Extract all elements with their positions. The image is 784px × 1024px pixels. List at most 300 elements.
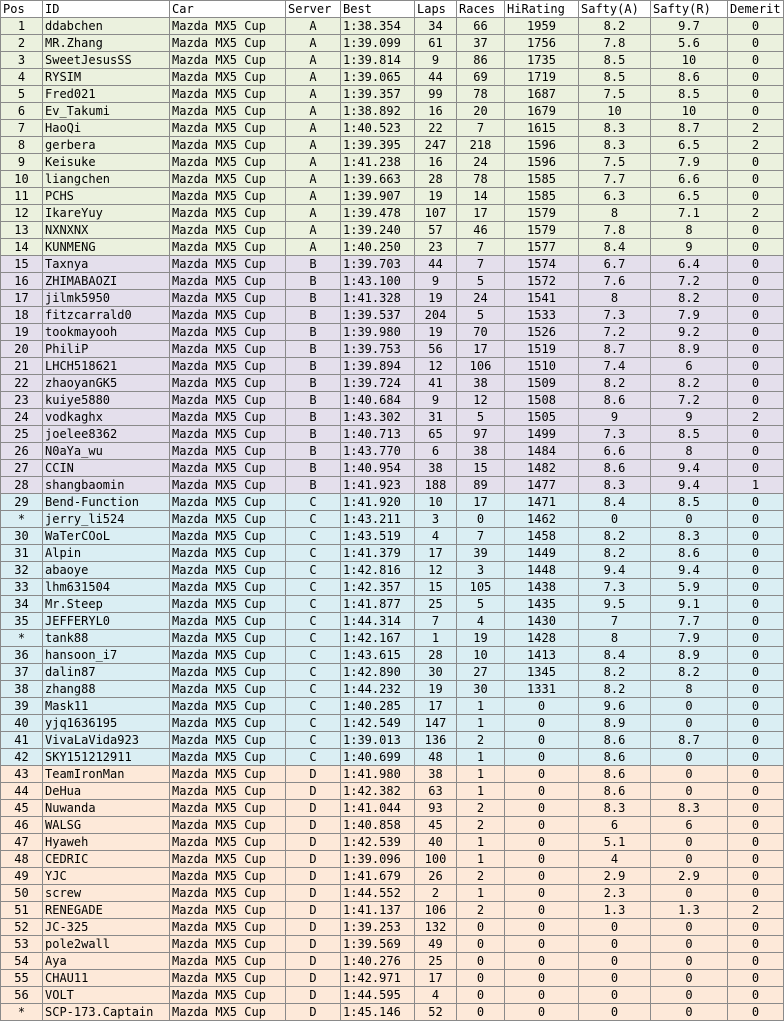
cell-demerit: 0 [728, 749, 784, 766]
cell-hirating: 0 [505, 953, 579, 970]
cell-safety-r: 8.2 [651, 290, 728, 307]
table-row[interactable] [1, 222, 784, 239]
table-row[interactable] [1, 460, 784, 477]
cell-demerit: 0 [728, 766, 784, 783]
cell-server: B [286, 290, 341, 307]
cell-hirating: 1430 [505, 613, 579, 630]
cell-safety-a: 6.6 [579, 443, 651, 460]
cell-laps: 7 [415, 613, 457, 630]
cell-pos: * [1, 630, 43, 647]
table-row[interactable] [1, 868, 784, 885]
cell-demerit: 0 [728, 698, 784, 715]
cell-car: Mazda MX5 Cup [170, 494, 286, 511]
cell-demerit: 0 [728, 35, 784, 52]
cell-pos: 33 [1, 579, 43, 596]
table-row[interactable] [1, 494, 784, 511]
cell-car: Mazda MX5 Cup [170, 341, 286, 358]
table-row[interactable] [1, 256, 784, 273]
table-row[interactable] [1, 851, 784, 868]
table-row[interactable] [1, 647, 784, 664]
table-row[interactable] [1, 324, 784, 341]
cell-demerit: 0 [728, 511, 784, 528]
cell-demerit: 0 [728, 885, 784, 902]
table-row[interactable] [1, 375, 784, 392]
table-row[interactable] [1, 953, 784, 970]
cell-id: SCP-173.Captain [43, 1004, 170, 1021]
cell-car: Mazda MX5 Cup [170, 528, 286, 545]
cell-races: 0 [457, 511, 505, 528]
cell-hirating: 0 [505, 698, 579, 715]
cell-server: B [286, 341, 341, 358]
cell-id: VOLT [43, 987, 170, 1004]
cell-hirating: 1462 [505, 511, 579, 528]
table-row[interactable] [1, 205, 784, 222]
cell-laps: 65 [415, 426, 457, 443]
cell-safety-a: 8.6 [579, 766, 651, 783]
cell-safety-a: 8.2 [579, 664, 651, 681]
table-row[interactable] [1, 749, 784, 766]
table-row[interactable] [1, 681, 784, 698]
table-row[interactable] [1, 715, 784, 732]
cell-hirating: 1577 [505, 239, 579, 256]
cell-server: D [286, 970, 341, 987]
cell-safety-a: 10 [579, 103, 651, 120]
cell-pos: 32 [1, 562, 43, 579]
table-row[interactable] [1, 800, 784, 817]
cell-laps: 147 [415, 715, 457, 732]
cell-id: NXNXNX [43, 222, 170, 239]
cell-best: 1:40.858 [341, 817, 415, 834]
cell-races: 38 [457, 375, 505, 392]
cell-id: Taxnya [43, 256, 170, 273]
cell-car: Mazda MX5 Cup [170, 987, 286, 1004]
cell-demerit: 0 [728, 375, 784, 392]
cell-pos: 48 [1, 851, 43, 868]
cell-safety-r: 8.5 [651, 494, 728, 511]
cell-demerit: 2 [728, 120, 784, 137]
table-row[interactable] [1, 698, 784, 715]
cell-safety-a: 8.3 [579, 120, 651, 137]
header-pos[interactable]: Pos [1, 1, 43, 18]
header-laps[interactable]: Laps [415, 1, 457, 18]
cell-demerit: 0 [728, 307, 784, 324]
cell-demerit: 0 [728, 154, 784, 171]
cell-car: Mazda MX5 Cup [170, 188, 286, 205]
cell-best: 1:41.044 [341, 800, 415, 817]
cell-car: Mazda MX5 Cup [170, 375, 286, 392]
table-row[interactable] [1, 613, 784, 630]
table-row[interactable] [1, 171, 784, 188]
cell-demerit: 0 [728, 1004, 784, 1021]
cell-laps: 19 [415, 681, 457, 698]
cell-laps: 4 [415, 987, 457, 1004]
cell-pos: 38 [1, 681, 43, 698]
cell-demerit: 0 [728, 732, 784, 749]
cell-hirating: 1735 [505, 52, 579, 69]
cell-hirating: 1719 [505, 69, 579, 86]
cell-safety-a: 7.2 [579, 324, 651, 341]
table-row[interactable] [1, 970, 784, 987]
cell-safety-a: 2.3 [579, 885, 651, 902]
cell-safety-r: 0 [651, 970, 728, 987]
table-row[interactable] [1, 273, 784, 290]
cell-id: Hyaweh [43, 834, 170, 851]
table-row[interactable] [1, 902, 784, 919]
cell-car: Mazda MX5 Cup [170, 324, 286, 341]
cell-safety-r: 0 [651, 698, 728, 715]
cell-best: 1:39.907 [341, 188, 415, 205]
cell-safety-a: 8.6 [579, 749, 651, 766]
cell-safety-a: 9.5 [579, 596, 651, 613]
cell-safety-r: 8.7 [651, 120, 728, 137]
cell-laps: 56 [415, 341, 457, 358]
cell-car: Mazda MX5 Cup [170, 596, 286, 613]
cell-safety-a: 7 [579, 613, 651, 630]
cell-laps: 6 [415, 443, 457, 460]
cell-best: 1:39.814 [341, 52, 415, 69]
cell-safety-r: 0 [651, 1004, 728, 1021]
cell-car: Mazda MX5 Cup [170, 834, 286, 851]
cell-safety-r: 8 [651, 222, 728, 239]
cell-races: 27 [457, 664, 505, 681]
cell-safety-a: 8.4 [579, 647, 651, 664]
cell-races: 86 [457, 52, 505, 69]
cell-server: B [286, 358, 341, 375]
cell-races: 1 [457, 698, 505, 715]
cell-safety-r: 7.7 [651, 613, 728, 630]
table-row[interactable] [1, 528, 784, 545]
cell-hirating: 0 [505, 732, 579, 749]
table-row[interactable] [1, 307, 784, 324]
cell-hirating: 1449 [505, 545, 579, 562]
table-row[interactable] [1, 834, 784, 851]
header-server[interactable]: Server [286, 1, 341, 18]
cell-races: 2 [457, 868, 505, 885]
cell-safety-r: 10 [651, 103, 728, 120]
cell-hirating: 1435 [505, 596, 579, 613]
table-row[interactable] [1, 630, 784, 647]
cell-server: C [286, 579, 341, 596]
cell-pos: 56 [1, 987, 43, 1004]
cell-best: 1:39.724 [341, 375, 415, 392]
table-row[interactable] [1, 341, 784, 358]
cell-car: Mazda MX5 Cup [170, 732, 286, 749]
cell-pos: 44 [1, 783, 43, 800]
cell-laps: 17 [415, 698, 457, 715]
cell-demerit: 0 [728, 715, 784, 732]
cell-hirating: 1508 [505, 392, 579, 409]
cell-laps: 19 [415, 324, 457, 341]
table-row[interactable] [1, 290, 784, 307]
table-row[interactable] [1, 511, 784, 528]
cell-safety-a: 8.2 [579, 545, 651, 562]
cell-laps: 107 [415, 205, 457, 222]
cell-safety-a: 1.3 [579, 902, 651, 919]
table-row[interactable] [1, 817, 784, 834]
cell-id: joelee8362 [43, 426, 170, 443]
cell-server: B [286, 256, 341, 273]
cell-id: abaoye [43, 562, 170, 579]
cell-demerit: 0 [728, 919, 784, 936]
table-row[interactable] [1, 936, 784, 953]
cell-pos: 52 [1, 919, 43, 936]
cell-safety-r: 8.6 [651, 545, 728, 562]
cell-best: 1:41.980 [341, 766, 415, 783]
cell-pos: 10 [1, 171, 43, 188]
table-row[interactable] [1, 52, 784, 69]
cell-races: 2 [457, 902, 505, 919]
cell-best: 1:40.954 [341, 460, 415, 477]
cell-id: fitzcarrald0 [43, 307, 170, 324]
cell-demerit: 0 [728, 647, 784, 664]
cell-car: Mazda MX5 Cup [170, 239, 286, 256]
header-car[interactable]: Car [170, 1, 286, 18]
cell-best: 1:39.357 [341, 86, 415, 103]
cell-safety-a: 8.3 [579, 137, 651, 154]
cell-safety-r: 9.4 [651, 562, 728, 579]
cell-laps: 4 [415, 528, 457, 545]
cell-safety-a: 8.4 [579, 239, 651, 256]
cell-id: jerry_li524 [43, 511, 170, 528]
cell-hirating: 1484 [505, 443, 579, 460]
table-row[interactable] [1, 596, 784, 613]
table-row[interactable] [1, 392, 784, 409]
cell-server: B [286, 324, 341, 341]
cell-pos: 12 [1, 205, 43, 222]
cell-demerit: 0 [728, 987, 784, 1004]
cell-server: D [286, 851, 341, 868]
cell-races: 4 [457, 613, 505, 630]
cell-safety-r: 0 [651, 766, 728, 783]
cell-pos: 37 [1, 664, 43, 681]
cell-server: A [286, 120, 341, 137]
header-races[interactable]: Races [457, 1, 505, 18]
cell-server: D [286, 766, 341, 783]
cell-safety-a: 7.3 [579, 579, 651, 596]
cell-server: B [286, 426, 341, 443]
cell-laps: 16 [415, 103, 457, 120]
cell-pos: 7 [1, 120, 43, 137]
cell-races: 1 [457, 766, 505, 783]
cell-laps: 57 [415, 222, 457, 239]
table-row[interactable] [1, 120, 784, 137]
cell-id: WALSG [43, 817, 170, 834]
table-row[interactable] [1, 664, 784, 681]
cell-best: 1:40.285 [341, 698, 415, 715]
cell-hirating: 1438 [505, 579, 579, 596]
cell-demerit: 0 [728, 664, 784, 681]
cell-pos: * [1, 1004, 43, 1021]
cell-pos: 15 [1, 256, 43, 273]
cell-safety-r: 0 [651, 936, 728, 953]
table-row[interactable] [1, 783, 784, 800]
cell-safety-r: 0 [651, 885, 728, 902]
table-row[interactable] [1, 103, 784, 120]
cell-car: Mazda MX5 Cup [170, 409, 286, 426]
cell-pos: 3 [1, 52, 43, 69]
cell-safety-r: 0 [651, 749, 728, 766]
table-row[interactable] [1, 987, 784, 1004]
cell-races: 78 [457, 86, 505, 103]
cell-car: Mazda MX5 Cup [170, 936, 286, 953]
cell-best: 1:42.549 [341, 715, 415, 732]
cell-laps: 19 [415, 290, 457, 307]
cell-server: C [286, 511, 341, 528]
table-row[interactable] [1, 69, 784, 86]
cell-safety-a: 8.9 [579, 715, 651, 732]
table-row[interactable] [1, 562, 784, 579]
cell-safety-a: 7.6 [579, 273, 651, 290]
table-row[interactable] [1, 409, 784, 426]
cell-safety-a: 0 [579, 511, 651, 528]
cell-server: C [286, 596, 341, 613]
table-row[interactable] [1, 358, 784, 375]
cell-pos: 34 [1, 596, 43, 613]
cell-best: 1:43.211 [341, 511, 415, 528]
cell-laps: 38 [415, 766, 457, 783]
cell-hirating: 1687 [505, 86, 579, 103]
cell-best: 1:44.552 [341, 885, 415, 902]
cell-id: lhm631504 [43, 579, 170, 596]
cell-id: Mr.Steep [43, 596, 170, 613]
cell-safety-a: 8.6 [579, 392, 651, 409]
cell-pos: 2 [1, 35, 43, 52]
table-row[interactable] [1, 477, 784, 494]
cell-safety-a: 8 [579, 205, 651, 222]
cell-server: A [286, 205, 341, 222]
header-safety-a[interactable]: Safty(A) [579, 1, 651, 18]
cell-best: 1:41.923 [341, 477, 415, 494]
cell-car: Mazda MX5 Cup [170, 307, 286, 324]
cell-races: 97 [457, 426, 505, 443]
cell-hirating: 0 [505, 1004, 579, 1021]
cell-pos: 45 [1, 800, 43, 817]
header-demerit[interactable]: Demerit [728, 1, 784, 18]
cell-safety-a: 8.6 [579, 460, 651, 477]
cell-races: 7 [457, 528, 505, 545]
cell-car: Mazda MX5 Cup [170, 970, 286, 987]
cell-car: Mazda MX5 Cup [170, 851, 286, 868]
table-row[interactable] [1, 426, 784, 443]
table-row[interactable] [1, 766, 784, 783]
cell-races: 14 [457, 188, 505, 205]
cell-hirating: 0 [505, 800, 579, 817]
cell-races: 24 [457, 154, 505, 171]
table-row[interactable] [1, 35, 784, 52]
header-id[interactable]: ID [43, 1, 170, 18]
cell-car: Mazda MX5 Cup [170, 953, 286, 970]
cell-id: liangchen [43, 171, 170, 188]
cell-safety-a: 0 [579, 936, 651, 953]
cell-best: 1:39.537 [341, 307, 415, 324]
cell-hirating: 1482 [505, 460, 579, 477]
cell-hirating: 0 [505, 749, 579, 766]
cell-laps: 28 [415, 647, 457, 664]
cell-demerit: 0 [728, 868, 784, 885]
cell-pos: 28 [1, 477, 43, 494]
cell-safety-r: 8.2 [651, 664, 728, 681]
cell-server: A [286, 154, 341, 171]
cell-safety-a: 9.4 [579, 562, 651, 579]
cell-laps: 9 [415, 273, 457, 290]
cell-safety-r: 9.2 [651, 324, 728, 341]
table-row[interactable] [1, 86, 784, 103]
cell-id: ZHIMABAOZI [43, 273, 170, 290]
cell-car: Mazda MX5 Cup [170, 205, 286, 222]
cell-best: 1:38.892 [341, 103, 415, 120]
table-row[interactable] [1, 1004, 784, 1021]
table-row[interactable] [1, 154, 784, 171]
header-hirating[interactable]: HiRating [505, 1, 579, 18]
cell-best: 1:39.065 [341, 69, 415, 86]
cell-safety-a: 7.7 [579, 171, 651, 188]
cell-pos: 42 [1, 749, 43, 766]
cell-best: 1:39.013 [341, 732, 415, 749]
cell-server: C [286, 715, 341, 732]
cell-best: 1:40.699 [341, 749, 415, 766]
cell-best: 1:39.099 [341, 35, 415, 52]
cell-safety-a: 8 [579, 290, 651, 307]
cell-server: B [286, 460, 341, 477]
cell-car: Mazda MX5 Cup [170, 579, 286, 596]
cell-car: Mazda MX5 Cup [170, 103, 286, 120]
cell-best: 1:45.146 [341, 1004, 415, 1021]
cell-best: 1:43.615 [341, 647, 415, 664]
cell-car: Mazda MX5 Cup [170, 545, 286, 562]
header-best[interactable]: Best [341, 1, 415, 18]
cell-hirating: 0 [505, 766, 579, 783]
cell-best: 1:41.877 [341, 596, 415, 613]
cell-car: Mazda MX5 Cup [170, 154, 286, 171]
cell-laps: 1 [415, 630, 457, 647]
cell-safety-a: 8.6 [579, 732, 651, 749]
table-row[interactable] [1, 885, 784, 902]
table-row[interactable] [1, 239, 784, 256]
table-row[interactable] [1, 188, 784, 205]
cell-id: PCHS [43, 188, 170, 205]
cell-id: JEFFERYL0 [43, 613, 170, 630]
cell-best: 1:41.379 [341, 545, 415, 562]
cell-laps: 188 [415, 477, 457, 494]
cell-races: 37 [457, 35, 505, 52]
cell-car: Mazda MX5 Cup [170, 647, 286, 664]
cell-demerit: 0 [728, 171, 784, 188]
cell-hirating: 1519 [505, 341, 579, 358]
cell-laps: 247 [415, 137, 457, 154]
table-row[interactable] [1, 545, 784, 562]
table-row[interactable] [1, 732, 784, 749]
table-row[interactable] [1, 443, 784, 460]
cell-id: VivaLaVida923 [43, 732, 170, 749]
table-row[interactable] [1, 137, 784, 154]
cell-best: 1:41.920 [341, 494, 415, 511]
cell-demerit: 0 [728, 494, 784, 511]
cell-best: 1:44.595 [341, 987, 415, 1004]
cell-car: Mazda MX5 Cup [170, 562, 286, 579]
header-safety-r[interactable]: Safty(R) [651, 1, 728, 18]
cell-pos: 19 [1, 324, 43, 341]
cell-pos: 43 [1, 766, 43, 783]
cell-id: tookmayooh [43, 324, 170, 341]
table-row[interactable] [1, 919, 784, 936]
cell-best: 1:43.770 [341, 443, 415, 460]
cell-laps: 40 [415, 834, 457, 851]
cell-safety-a: 7.4 [579, 358, 651, 375]
table-row[interactable] [1, 18, 784, 35]
cell-car: Mazda MX5 Cup [170, 477, 286, 494]
table-row[interactable] [1, 579, 784, 596]
cell-id: MR.Zhang [43, 35, 170, 52]
